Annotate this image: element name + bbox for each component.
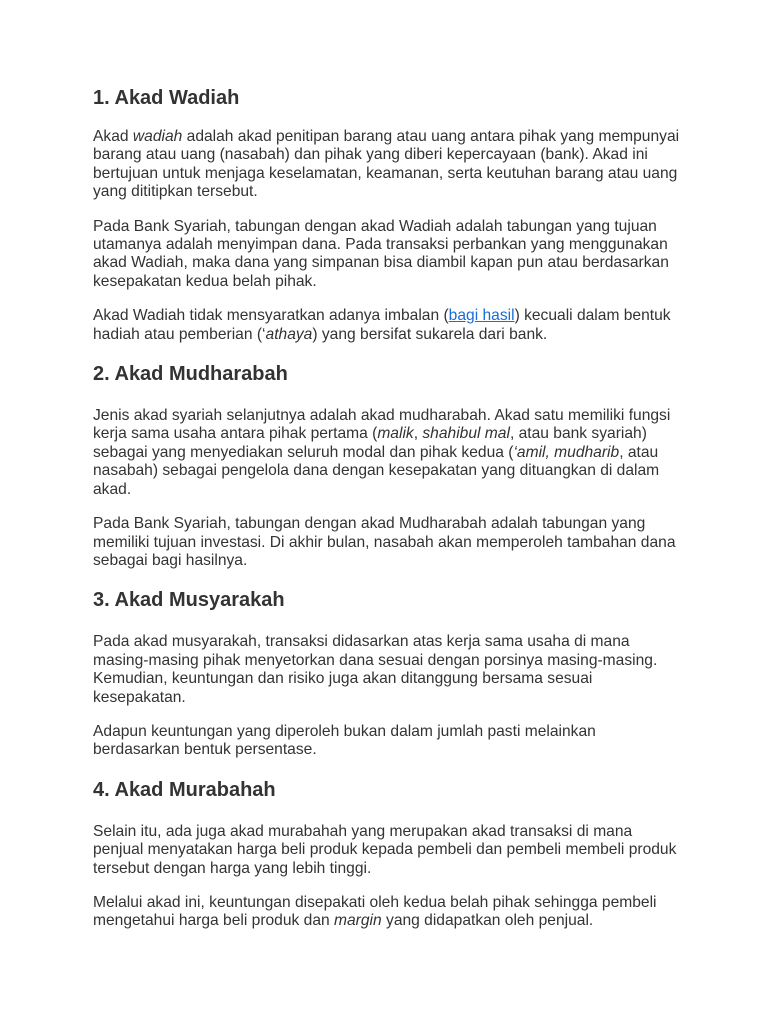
italic-term: shahibul mal [422, 425, 510, 443]
paragraph [93, 894, 683, 931]
paragraph: Pada Bank Syariah, tabungan dengan akad Mudharabah adalah tabungan yang memiliki tujuan investasi. Di akhir bulan, nasabah akan memperoleh tambahan dana sebagai bagi hasilnya. [93, 515, 676, 569]
section-heading: 4. Akad Murabahah [93, 778, 276, 801]
text-run: , [413, 425, 423, 443]
text-run: Jenis akad syariah selanjutnya adalah akad mudharabah. Akad satu memiliki fungsi kerja sama usaha antara pihak pertama ( [93, 407, 671, 443]
paragraph: Pada akad musyarakah, transaksi didasarkan atas kerja sama usaha di mana masing-masing pihak menyetorkan dana sesuai dengan porsinya masing-masing. Kemudian, keuntungan dan risiko juga akan ditanggung bersama sesuai kesepakatan. [93, 633, 658, 706]
text-run: , atau bank syariah) sebagai yang menyediakan seluruh modal dan pihak kedua ( [93, 425, 647, 461]
paragraph: Pada Bank Syariah, tabungan dengan akad Wadiah adalah tabungan yang tujuan utamanya adalah menyimpan dana. Pada transaksi perbankan yang menggunakan akad Wadiah, maka dana yang simpanan bisa diambil kapan pun atau berdasarkan kesepakatan kedua belah pihak. [93, 217, 669, 290]
italic-term: ‘amil, mudharib [513, 443, 620, 461]
italic-term: wadiah [132, 128, 183, 145]
italic-term: athaya [265, 325, 313, 343]
text-run: , atau nasabah) sebagai pengelola dana dengan kesepakatan yang dituangkan di dalam akad. [93, 443, 660, 498]
text-run: ) kecuali dalam bentuk hadiah atau pemberian (‘ [93, 307, 671, 343]
section-akad-wadiah [93, 84, 683, 344]
article-body [93, 84, 683, 947]
text-run: yang didapatkan oleh penjual. [381, 912, 594, 930]
bagi-hasil-link[interactable]: bagi hasil [448, 307, 515, 325]
section-akad-murabahah [93, 776, 683, 931]
italic-term: malik [377, 425, 414, 443]
text-run: Akad Wadiah tidak mensyaratkan adanya imbalan ( [93, 307, 449, 325]
text-run: Akad [93, 128, 133, 145]
paragraph: Selain itu, ada juga akad murabahah yang merupakan akad transaksi di mana penjual menyatakan harga beli produk kepada pembeli dan pembeli membeli produk tersebut dengan harga yang lebih tinggi. [93, 822, 677, 877]
italic-term: margin [334, 912, 382, 930]
paragraph [93, 128, 683, 202]
paragraph: Adapun keuntungan yang diperoleh bukan dalam jumlah pasti melainkan berdasarkan bentuk persentase. [93, 722, 596, 759]
section-heading: 2. Akad Mudharabah [93, 363, 288, 386]
text-run: ) yang bersifat sukarela dari bank. [312, 325, 548, 343]
text-run: adalah akad penitipan barang atau uang antara pihak yang mempunyai barang atau uang (nasabah) dan pihak yang diberi kepercayaan (bank). Akad ini bertujuan untuk menjaga keselamatan, keamanan, serta keutuhan barang atau uang yang dititipkan tersebut. [93, 128, 680, 201]
section-akad-mudharabah [93, 360, 683, 570]
section-akad-musyarakah [93, 586, 683, 759]
section-heading: 1. Akad Wadiah [93, 87, 240, 109]
section-heading: 3. Akad Musyarakah [93, 589, 285, 612]
text-run: Melalui akad ini, keuntungan disepakati oleh kedua belah pihak sehingga pembeli mengetahui harga beli produk dan [93, 893, 657, 930]
paragraph [93, 307, 683, 344]
paragraph [93, 407, 683, 499]
